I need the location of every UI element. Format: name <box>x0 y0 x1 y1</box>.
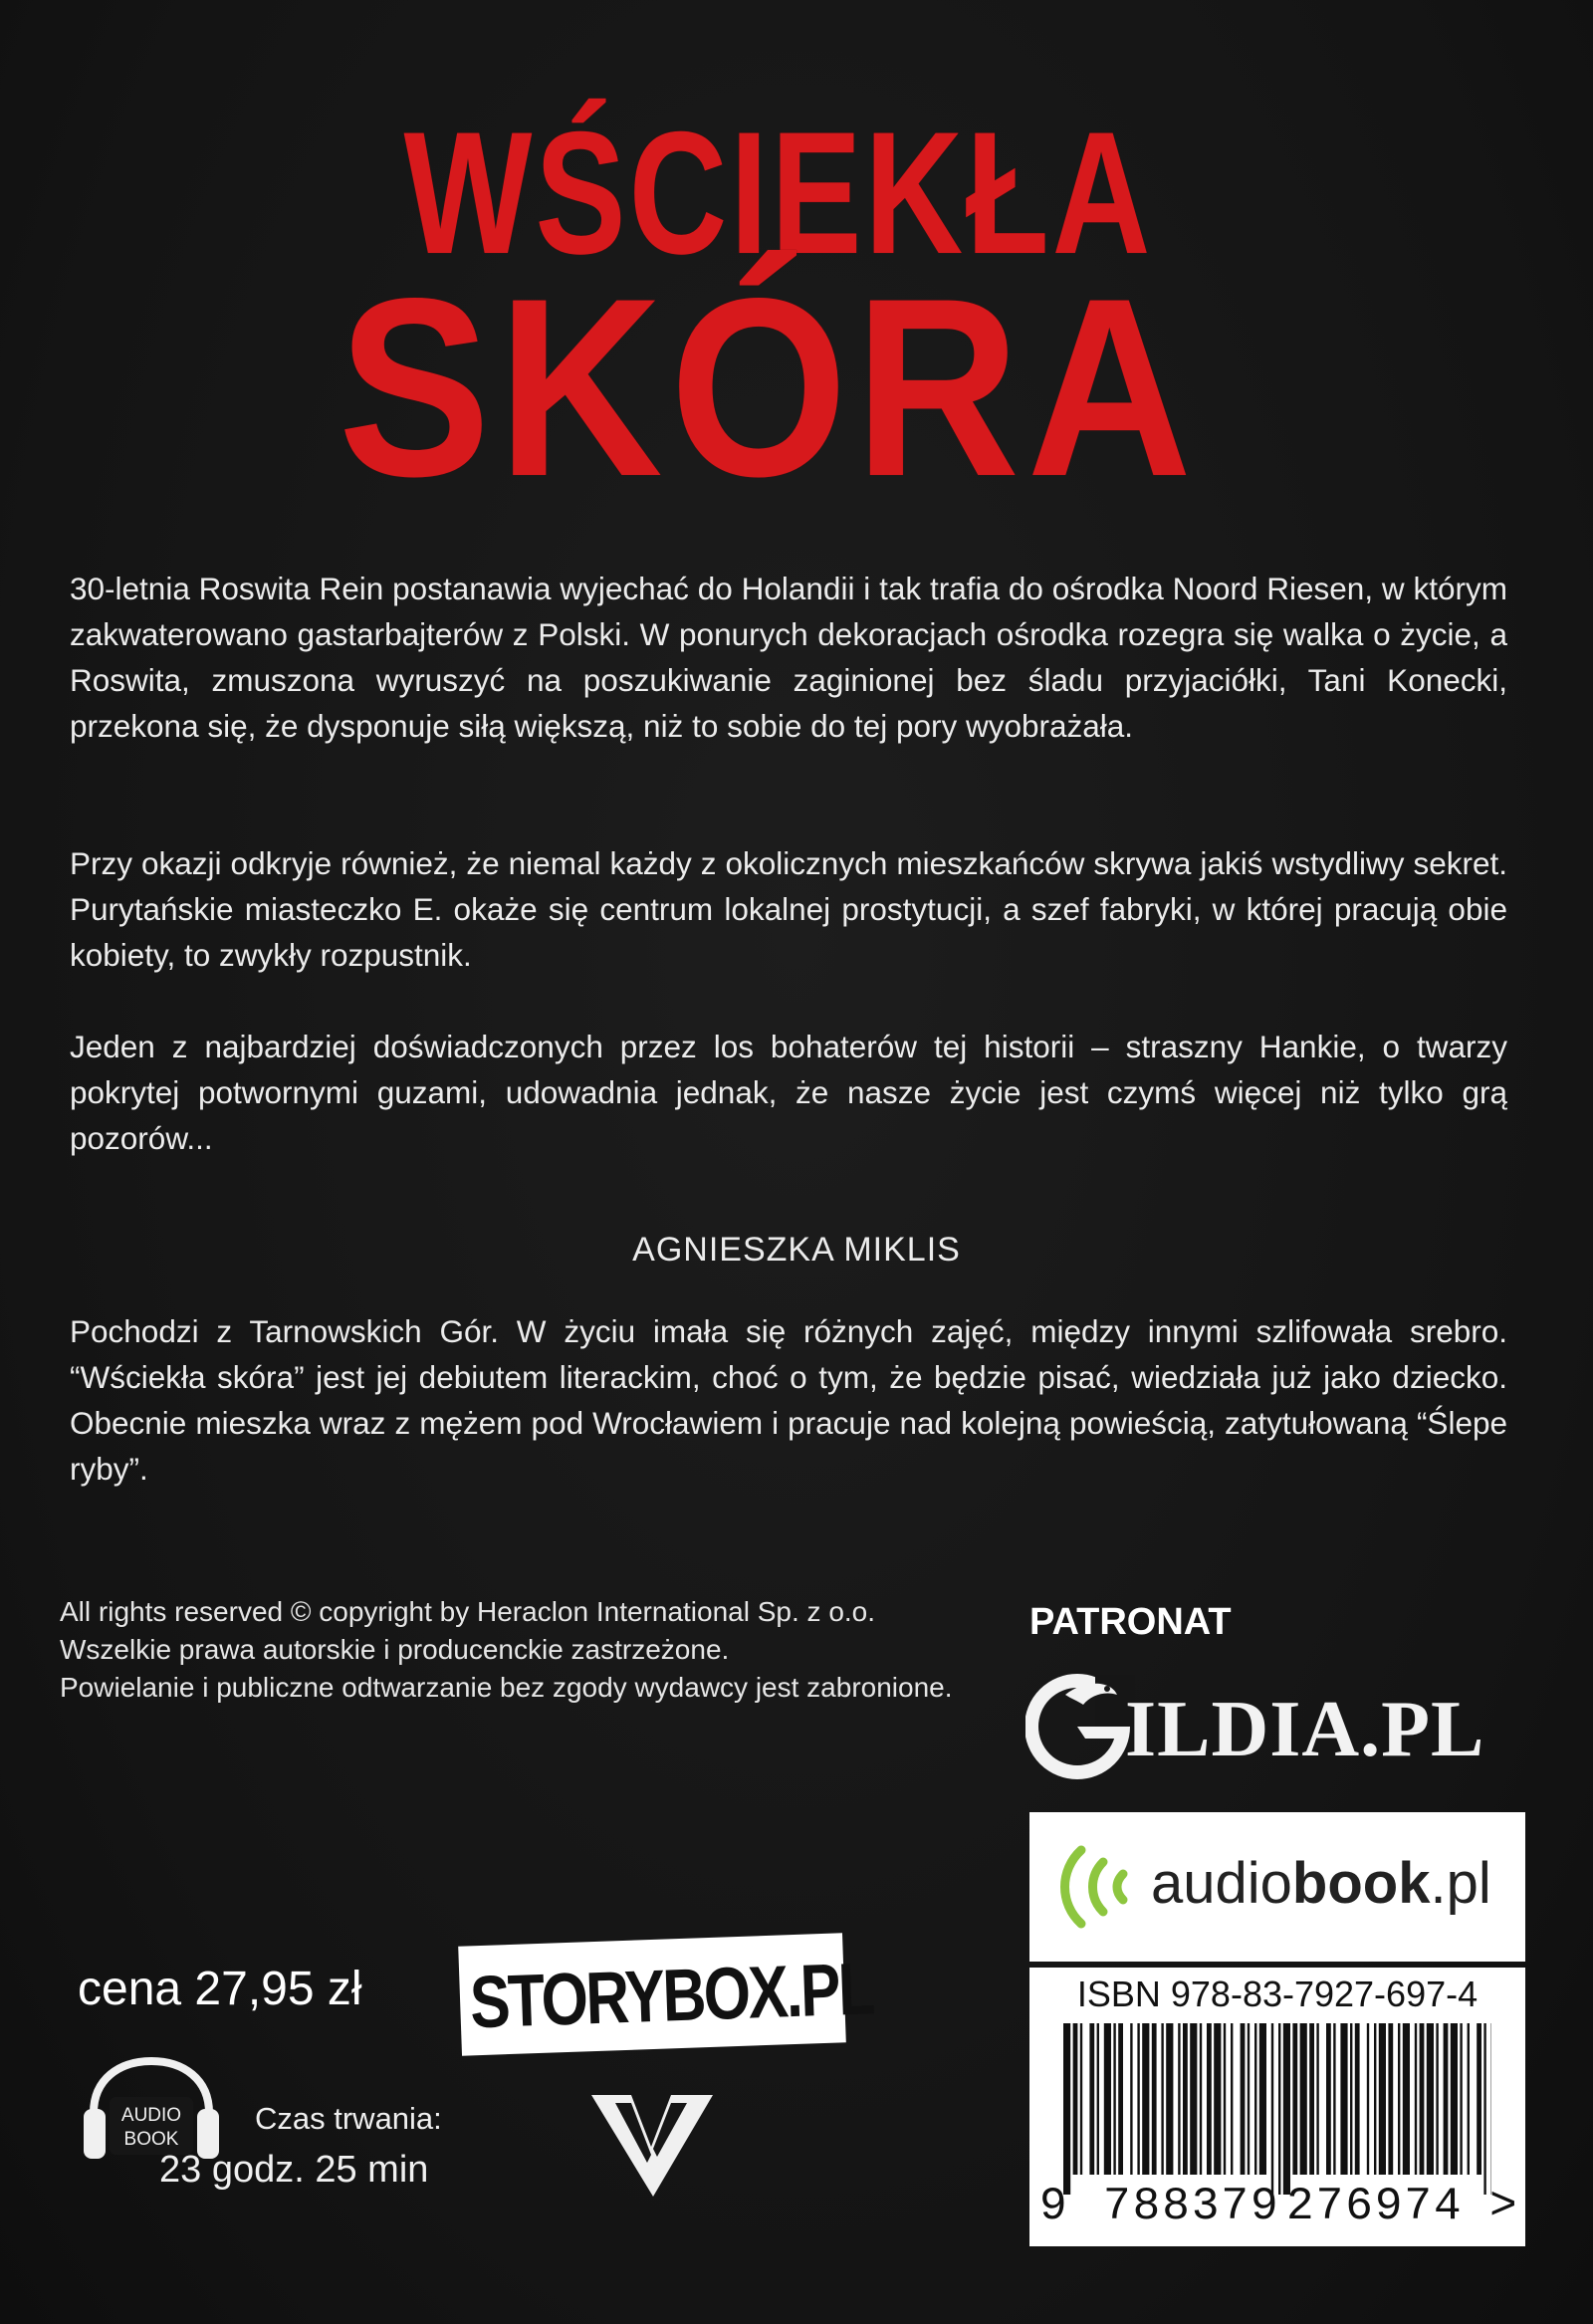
barcode-bar <box>1073 2023 1078 2175</box>
isbn-label: ISBN 978-83-7927-697-4 <box>1076 1974 1479 2014</box>
barcode-bar <box>1214 2023 1221 2175</box>
barcode-bar <box>1113 2023 1115 2175</box>
price-label: cena 27,95 zł <box>78 1963 362 2015</box>
barcode-bar <box>1231 2023 1233 2175</box>
storybox-logo <box>458 1933 874 2055</box>
barcode-arrow: > <box>1489 2181 1517 2232</box>
barcode-bar <box>1089 2023 1094 2175</box>
w-publisher-logo-icon <box>587 2089 717 2199</box>
description-paragraph-2: Przy okazji odkryje również, że niemal każdy z okolicznych mieszkańców skrywa jakiś wstydliwy sekret. Purytańskie miasteczko E. okaże się centrum lokalnej prostytucji, a szef fabryki, w której pracują obie kobiety, to zwykły rozpustnik. <box>70 845 1507 973</box>
barcode-bar <box>1137 2023 1139 2175</box>
duration-value: 23 godz. 25 min <box>159 2149 429 2191</box>
patronat-label: PATRONAT <box>1029 1601 1232 1643</box>
barcode-bar <box>1161 2023 1163 2175</box>
barcode-bar <box>1104 2023 1111 2175</box>
duration-label: Czas trwania: <box>255 2101 442 2136</box>
barcode-bar <box>1420 2023 1425 2175</box>
barcode-bar <box>1207 2023 1212 2175</box>
audio-badge-line-1: AUDIO <box>120 2105 182 2126</box>
barcode-bar <box>1483 2023 1485 2195</box>
barcode-bar <box>1460 2023 1462 2175</box>
barcode-bar <box>1190 2023 1197 2175</box>
barcode-bar <box>1403 2023 1410 2175</box>
description-paragraph-1: 30-letnia Roswita Rein postanawia wyjechać do Holandii i tak trafia do ośrodka Noord Riesen, w którym zakwaterowano gastarbajterów z Polski. W ponurych dekoracjach ośrodka rozegra się walka o życie, a Roswita, zmuszona wyruszyć na poszukiwanie zaginionej bez śladu przyjaciółki, Tani Konecki, przekona się, że dysponuje siłą większą, niż to sobie do tej pory wyobrażała. <box>70 571 1507 744</box>
barcode-bar <box>1200 2023 1202 2175</box>
barcode-bar <box>1367 2023 1369 2175</box>
barcode-bar <box>1142 2023 1149 2175</box>
barcode-bar <box>1271 2023 1273 2195</box>
barcode-bars <box>1063 2023 1491 2195</box>
barcode-bar <box>1340 2023 1347 2175</box>
barcode-bar <box>1326 2023 1331 2175</box>
gildia-logo <box>1025 1665 1503 1784</box>
audiobook-text-bold: book <box>1291 1851 1431 1916</box>
barcode-bar <box>1152 2023 1157 2175</box>
barcode-bar <box>1415 2023 1417 2175</box>
barcode-bar <box>1350 2023 1352 2175</box>
audiobook-text <box>1151 1850 1491 1917</box>
audiobook-logo <box>1029 1812 1525 1962</box>
audiobook-text-suffix: .pl <box>1430 1851 1491 1916</box>
gildia-text: ILDIA.PL <box>1125 1686 1485 1773</box>
barcode-bar <box>1468 2023 1470 2175</box>
barcode-bar <box>1333 2023 1335 2175</box>
barcode-digits <box>1029 2181 1525 2240</box>
barcode-bar <box>1080 2023 1082 2175</box>
barcode-bar <box>1355 2023 1360 2175</box>
barcode-bar <box>1398 2023 1400 2175</box>
description-paragraph-3: Jeden z najbardziej doświadczonych przez los bohaterów tej historii – straszny Hankie, o twarzy pokrytej potwornymi guzami, udowadnia jednak, że nasze życie jest czymś więcej niż tylko grą pozorów... <box>70 1029 1507 1156</box>
barcode-bar <box>1278 2023 1280 2195</box>
barcode-bar <box>1309 2023 1314 2175</box>
barcode-bar <box>1241 2023 1246 2175</box>
rights-line-3: Powielanie i publiczne odtwarzanie bez zgody wydawcy jest zabronione. <box>60 1672 953 1703</box>
barcode-digits-group-1: 788379 <box>1103 2181 1280 2232</box>
barcode-bar <box>1374 2023 1376 2175</box>
barcode-bar <box>1316 2023 1318 2175</box>
barcode-bar <box>1259 2023 1266 2175</box>
barcode-bar <box>1248 2023 1250 2175</box>
title-line-2: SKÓRA <box>338 246 1200 530</box>
barcode-bar <box>1477 2023 1481 2175</box>
audiobook-text-regular: audio <box>1151 1851 1292 1916</box>
barcode-bar <box>1427 2023 1434 2175</box>
author-name: AGNIESZKA MIKLIS <box>632 1231 961 1269</box>
barcode-digit-first: 9 <box>1039 2181 1067 2232</box>
audio-badge-line-2: BOOK <box>123 2129 179 2150</box>
dragon-g-icon <box>1025 1665 1135 1784</box>
sound-waves-icon <box>1051 1842 1147 1932</box>
barcode-bar <box>1300 2023 1307 2175</box>
barcode-bar <box>1444 2023 1449 2175</box>
barcode-bar <box>1166 2023 1173 2175</box>
barcode-bar <box>1283 2023 1290 2195</box>
storybox-logo-text: STORYBOX.PL <box>468 1947 874 2044</box>
barcode-bar <box>1292 2023 1297 2175</box>
author-bio: Pochodzi z Tarnowskich Gór. W życiu imała się różnych zajęć, między innymi szlifowała srebro. “Wściekła skóra” jest jej debiutem literackim, choć o tym, że będzie pisać, wiedziała już jako dziecko. Obecnie mieszka wraz z mężem pod Wrocławiem i pracuje nad kolejną powieścią, zatytułowaną “Ślepe ryby”. <box>70 1313 1507 1487</box>
headphones-icon <box>80 2053 223 2163</box>
barcode-bar <box>1183 2023 1188 2175</box>
barcode-bar <box>1254 2023 1256 2175</box>
barcode-bar <box>1097 2023 1099 2175</box>
barcode-bar <box>1063 2023 1070 2195</box>
barcode-bar <box>1224 2023 1226 2175</box>
title-line-1: WŚCIEKŁA <box>403 97 1154 291</box>
barcode-bar <box>1388 2023 1393 2175</box>
rights-line-1: All rights reserved © copyright by Heraclon International Sp. z o.o. <box>60 1596 876 1627</box>
barcode-bar <box>1436 2023 1438 2175</box>
barcode-digits-group-2: 276974 <box>1286 2181 1464 2232</box>
barcode-bar <box>1178 2023 1180 2175</box>
barcode-block <box>1029 1968 1525 2246</box>
barcode-bar <box>1451 2023 1458 2175</box>
barcode-bar <box>1130 2023 1132 2175</box>
barcode-bar <box>1118 2023 1123 2175</box>
rights-line-2: Wszelkie prawa autorskie i producenckie zastrzeżone. <box>60 1634 730 1665</box>
rights-notice <box>60 1593 953 1707</box>
barcode-bar <box>1379 2023 1386 2175</box>
